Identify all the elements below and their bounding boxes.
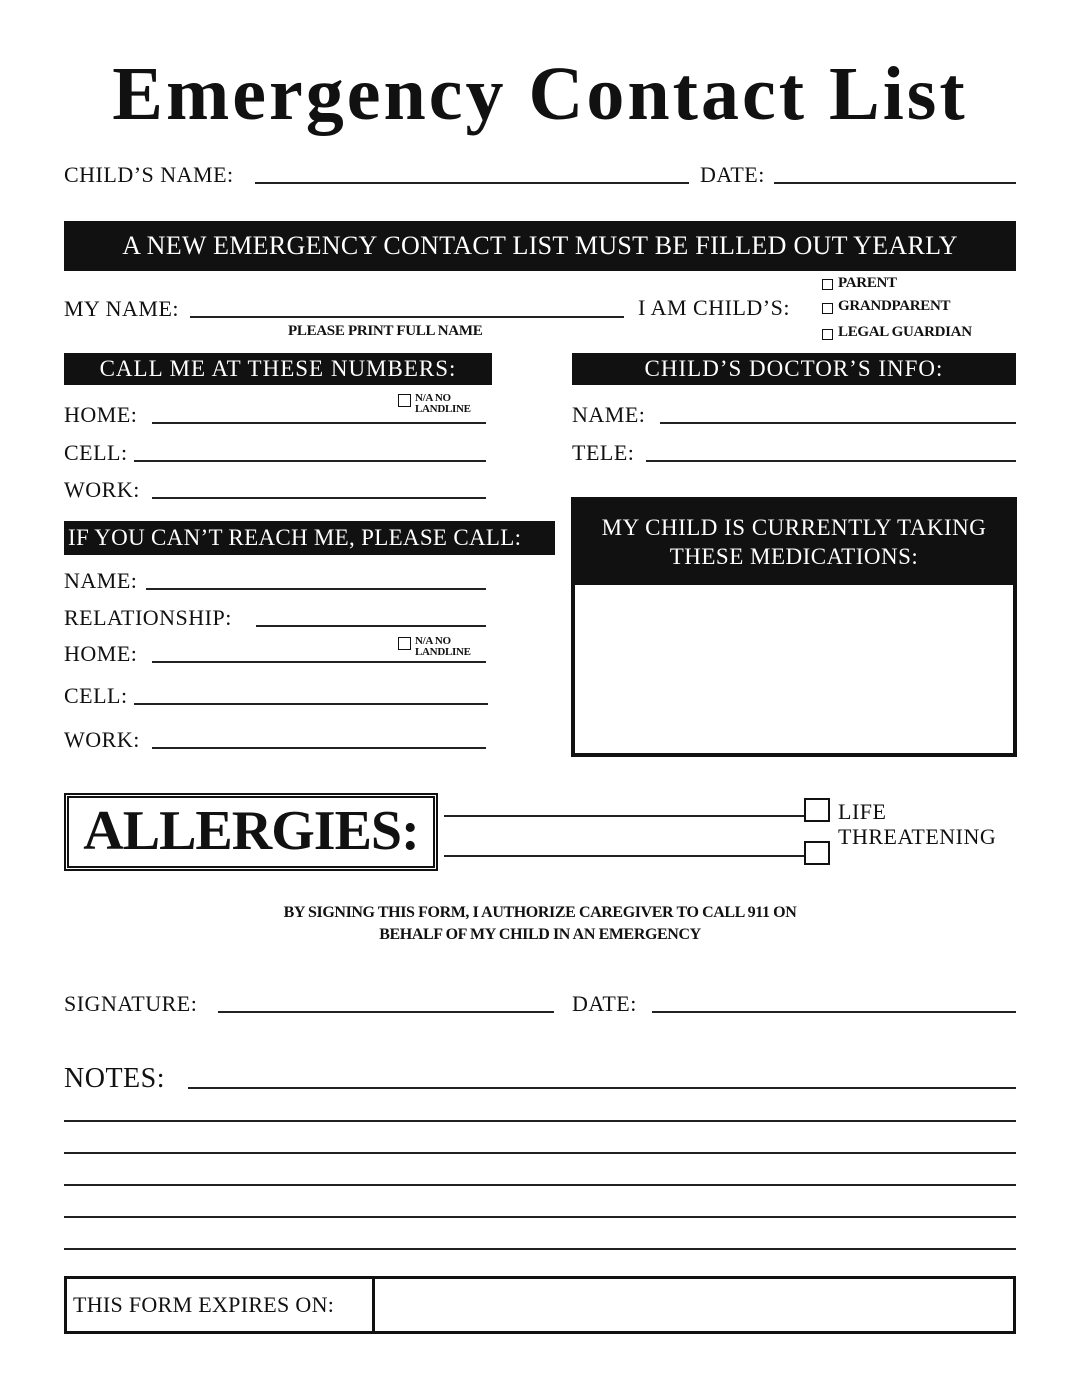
grandparent-checkbox[interactable] [822,303,833,314]
yearly-notice-banner [64,221,1016,271]
doctor-name-field[interactable] [660,422,1016,424]
expiration-box [64,1276,1016,1334]
page-title: Emergency Contact List [112,52,968,136]
doctor-name-label: NAME: [572,402,646,427]
alternate-no-landline-checkbox[interactable] [398,637,411,650]
authorization-line2: BEHALF OF MY CHILD IN AN EMERGENCY [379,926,701,943]
authorization-text [0,902,1080,946]
expiration-label-cell [67,1279,375,1331]
doctor-info-header-text: CHILD’S DOCTOR’S INFO: [644,356,944,381]
alternate-name-field[interactable] [146,588,486,590]
alternate-work-field[interactable] [152,747,486,749]
alternate-cell-label: CELL: [64,683,128,708]
allergies-label-box [64,793,438,871]
relationship-label: RELATIONSHIP: [64,605,232,630]
home-label: HOME: [64,402,138,427]
notes-line-3[interactable] [64,1152,1016,1154]
medications-header-line2: THESE MEDICATIONS: [669,544,919,569]
childs-name-label: CHILD’S NAME: [64,162,234,187]
yearly-notice-text: A NEW EMERGENCY CONTACT LIST MUST BE FILLED OUT YEARLY [122,231,958,260]
life-threatening-label-2: THREATENING [838,824,997,849]
alternate-contact-header-text: IF YOU CAN’T REACH ME, PLEASE CALL: [68,525,522,550]
authorization-line1: BY SIGNING THIS FORM, I AUTHORIZE CAREGIVER TO CALL 911 ON [283,904,797,921]
call-me-header [64,353,492,385]
life-threatening-label-1: LIFE [838,799,887,824]
alternate-work-label: WORK: [64,727,140,752]
alternate-contact-header [64,521,555,555]
medications-header-line1: MY CHILD IS CURRENTLY TAKING [601,515,987,540]
date-label: DATE: [700,162,765,187]
notes-line-6[interactable] [64,1248,1016,1250]
no-landline-checkbox[interactable] [398,394,411,407]
parent-checkbox[interactable] [822,279,833,290]
doctor-tele-field[interactable] [646,460,1016,462]
allergies-label: ALLERGIES: [83,800,419,862]
signature-date-field[interactable] [652,1011,1016,1013]
medications-header [575,501,1013,585]
work-label: WORK: [64,477,140,502]
alternate-no-landline-label: N/A NO LANDLINE [415,635,471,658]
cell-label: CELL: [64,440,128,465]
alternate-name-label: NAME: [64,568,138,593]
alternate-home-field[interactable] [152,661,486,663]
expiration-label: THIS FORM EXPIRES ON: [73,1292,335,1317]
call-me-header-text: CALL ME AT THESE NUMBERS: [99,356,457,381]
doctor-tele-label: TELE: [572,440,635,465]
allergies-field-1[interactable] [444,815,804,817]
i-am-childs-label: I AM CHILD’S: [638,295,790,320]
my-name-field[interactable] [190,316,624,318]
legal-guardian-option-label: LEGAL GUARDIAN [838,324,972,340]
grandparent-option-label: GRANDPARENT [838,298,951,314]
cell-phone-field[interactable] [134,460,486,462]
alternate-home-label: HOME: [64,641,138,666]
life-threatening-checkbox-1[interactable] [804,798,830,822]
work-phone-field[interactable] [152,497,486,499]
signature-field[interactable] [218,1011,554,1013]
signature-label: SIGNATURE: [64,991,198,1016]
my-name-label: MY NAME: [64,296,180,321]
home-phone-field[interactable] [152,422,486,424]
print-full-name-hint: PLEASE PRINT FULL NAME [288,323,483,339]
childs-name-field[interactable] [255,182,689,184]
notes-label: NOTES: [64,1063,165,1094]
notes-line-4[interactable] [64,1184,1016,1186]
medications-box [571,497,1017,757]
parent-option-label: PARENT [838,275,897,291]
legal-guardian-checkbox[interactable] [822,329,833,340]
life-threatening-checkbox-2[interactable] [804,841,830,865]
allergies-field-2[interactable] [444,855,804,857]
doctor-info-header [572,353,1016,385]
date-field[interactable] [774,182,1016,184]
notes-line-5[interactable] [64,1216,1016,1218]
medications-field[interactable] [575,585,1013,753]
relationship-field[interactable] [256,625,486,627]
alternate-cell-field[interactable] [134,703,488,705]
expiration-field[interactable] [375,1279,1013,1331]
notes-line-2[interactable] [64,1120,1016,1122]
notes-line-1[interactable] [188,1087,1016,1089]
signature-date-label: DATE: [572,991,637,1016]
no-landline-label: N/A NO LANDLINE [415,392,471,415]
